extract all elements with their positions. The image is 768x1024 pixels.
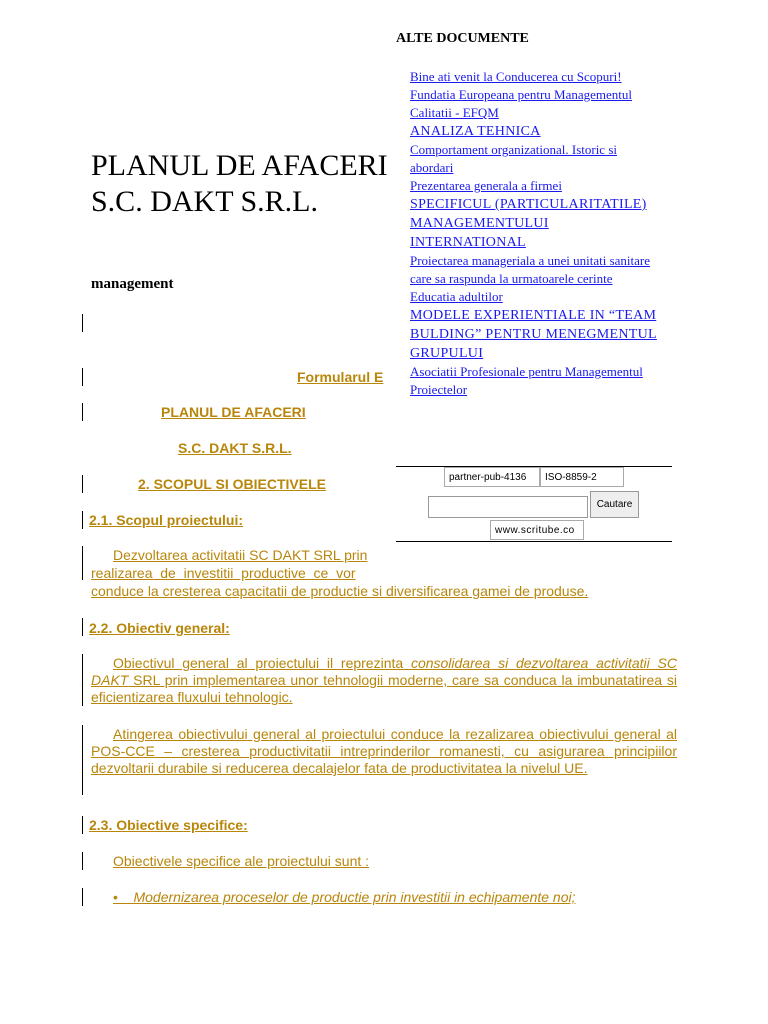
scope-paragraph-line1: Dezvoltarea activitatii SC DAKT SRL prin	[113, 547, 368, 563]
text-cursor-mark	[82, 816, 83, 834]
search-site-field: www.scritube.co	[490, 520, 584, 540]
scope-paragraph-line2: realizarea de investitii productive ce vor	[91, 565, 356, 581]
text-cursor-mark	[82, 475, 83, 493]
general-objective-heading: 2.2. Obiectiv general:	[89, 620, 230, 636]
company-heading: S.C. DAKT S.R.L.	[178, 440, 292, 456]
document-title: PLANUL DE AFACERI S.C. DAKT S.R.L.	[91, 149, 388, 218]
plan-heading: PLANUL DE AFACERI	[161, 404, 306, 420]
bullet-item: • Modernizarea proceselor de productie prin investitii in echipamente noi;	[113, 889, 576, 905]
text-cursor-mark	[82, 403, 83, 421]
related-documents-list	[410, 68, 660, 399]
text-cursor-mark	[82, 852, 83, 870]
related-doc-link[interactable]: SPECIFICUL (PARTICULARITATILE) MANAGEMENTULUI INTERNATIONAL	[410, 197, 647, 250]
section-heading: 2. SCOPUL SI OBIECTIVELE	[138, 476, 327, 492]
search-client-field: partner-pub-4136	[444, 467, 540, 487]
related-doc-link[interactable]: Educatia adultilor	[410, 289, 503, 304]
text-cursor-mark	[82, 725, 83, 795]
related-doc-link[interactable]: MODELE EXPERIENTIALE IN “TEAM BULDING” PENTRU MENEGMENTUL GRUPULUI	[410, 308, 657, 361]
search-button[interactable]: Cautare	[590, 491, 639, 518]
related-doc-link[interactable]: ANALIZA TEHNICA	[410, 124, 541, 139]
text-cursor-mark	[82, 368, 83, 386]
related-doc-link[interactable]: Comportament organizational. Istoric si abordari	[410, 142, 617, 175]
form-label: Formularul E	[297, 369, 384, 385]
document-subtitle: management	[91, 276, 174, 292]
specific-objectives-intro: Obiectivele specifice ale proiectului sunt :	[113, 853, 370, 869]
text-cursor-mark	[82, 654, 83, 706]
bullet-icon: •	[113, 889, 134, 905]
related-doc-link[interactable]: Fundatia Europeana pentru Managementul Calitatii - EFQM	[410, 87, 633, 120]
specific-objectives-heading: 2.3. Obiective specifice:	[89, 817, 248, 833]
text-cursor-mark	[82, 511, 83, 529]
scope-paragraph-line3: conduce la cresterea capacitatii de productie si diversificarea gamei de produse.	[91, 583, 589, 599]
search-input[interactable]	[428, 496, 588, 518]
text-cursor-mark	[82, 314, 83, 332]
text-cursor-mark	[82, 888, 83, 906]
scope-heading: 2.1. Scopul proiectului:	[89, 512, 244, 528]
text-cursor-mark	[82, 618, 83, 636]
search-bottom-rule	[396, 541, 672, 542]
pos-cce-paragraph: Atingerea obiectivului general al proiectului conduce la rezalizarea obiectivului general al POS-CCE – cresterea productivitatii intreprinderilor romanesti, cu asigurarea principiilor dezvoltarii durabile si reducerea decalajelor fata de productivitatea la nivelul UE.	[91, 726, 677, 776]
sidebar-title: ALTE DOCUMENTE	[396, 31, 529, 46]
related-doc-link[interactable]: Asociatii Profesionale pentru Managementul Proiectelor	[410, 364, 643, 397]
related-doc-link[interactable]: Bine ati venit la Conducerea cu Scopuri!	[410, 69, 622, 84]
related-doc-link[interactable]: Prezentarea generala a firmei	[410, 178, 562, 193]
general-objective-paragraph: Obiectivul general al proiectului il reprezinta consolidarea si dezvoltarea activitatii SC DAKT SRL prin implementarea unor tehnologii moderne, care sa conduca la imbunatatirea si eficientizarea fluxului tehnologic.	[91, 655, 677, 705]
related-doc-link[interactable]: Proiectarea manageriala a unei unitati sanitare care sa raspunda la urmatoarele cerinte	[410, 253, 651, 286]
text-cursor-mark	[82, 546, 83, 580]
search-encoding-field: ISO-8859-2	[540, 467, 624, 487]
